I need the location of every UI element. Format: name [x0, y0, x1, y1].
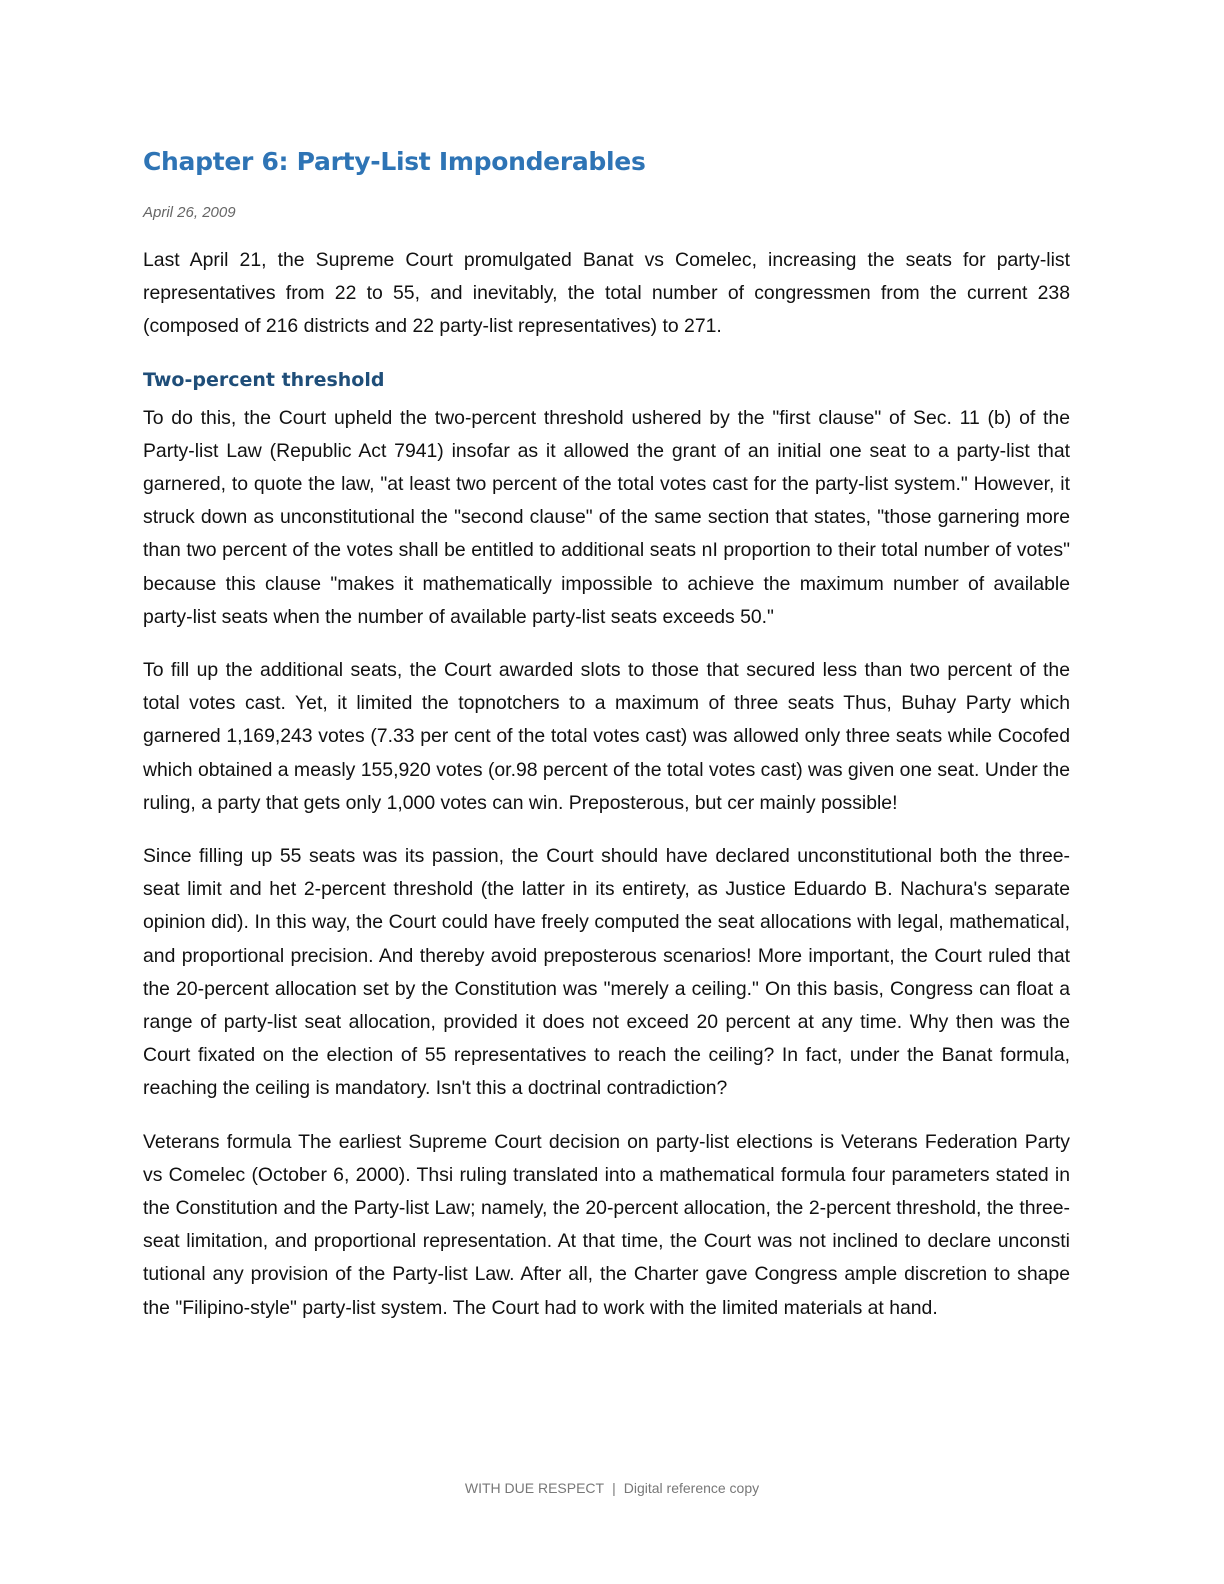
- body-paragraph-4: Veterans formula The earliest Supreme Court decision on party-list elections is Veterans Federation Party vs Comelec (October 6, 2000). Thsi ruling translated into a mathematical formula four parameters stated in the Constitution and the Party-list Law; namely, the 20-percent allocation, the 2-percent threshold, the three-seat limitation, and proportional representation. At that time, the Court was not inclined to declare unconsti tutional any provision of the Party-list Law. After all, the Charter gave Congress ample discretion to shape the "Filipino-style" party-list system. The Court had to work with the limited materials at hand.: [143, 1130, 1070, 1319]
- intro-paragraph: Last April 21, the Supreme Court promulgated Banat vs Comelec, increasing the seats for party-list representatives from 22 to 55, and inevitably, the total number of congressmen from the current 238 (composed of 216 districts and 22 party-list representatives) to 271.: [143, 249, 1070, 338]
- footer-copy-note: Digital reference copy: [623, 1480, 760, 1496]
- body-paragraph-1: To do this, the Court upheld the two-percent threshold ushered by the "first clause" of Sec. 11 (b) of the Party-list Law (Republic Act 7941) insofar as it allowed the grant of an initial one seat to a party-list that garnered, to quote the law, "at least two percent of the total votes cast for the party-list system." However, it struck down as unconstitutional the "second clause" of the same section that states, "those garnering more than two percent of the votes shall be entitled to additional seats nI proportion to their total number of votes" because this clause "makes it mathematically impossible to achieve the maximum number of available party-list seats when the number of available party-list seats exceeds 50.": [143, 406, 1070, 628]
- body-paragraph-2: To fill up the additional seats, the Court awarded slots to those that secured less than two percent of the total votes cast. Yet, it limited the topnotchers to a maximum of three seats Thus, Buhay Party which garnered 1,169,243 votes (7.33 per cent of the total votes cast) was allowed only three seats while Cocofed which obtained a measly 155,920 votes (or.98 percent of the total votes cast) was given one seat. Under the ruling, a party that gets only 1,000 votes can win. Preposterous, but cer mainly possible!: [143, 659, 1070, 814]
- chapter-title: Chapter 6: Party-List Imponderables: [143, 147, 646, 176]
- footer-separator: |: [612, 1480, 616, 1496]
- body-paragraph-3: Since filling up 55 seats was its passion, the Court should have declared unconstitutional both the three-seat limit and het 2-percent threshold (the latter in its entirety, as Justice Eduardo B. Nachura's separate opinion did). In this way, the Court could have freely computed the seat allocations with legal, mathematical, and proportional precision. And thereby avoid preposterous scenarios! More important, the Court ruled that the 20-percent allocation set by the Constitution was "merely a ceiling." On this basis, Congress can float a range of party-list seat allocation, provided it does not exceed 20 percent at any time. Why then was the Court fixated on the election of 55 representatives to reach the ceiling? In fact, under the Banat formula, reaching the ceiling is mandatory. Isn't this a doctrinal contradiction?: [143, 845, 1070, 1100]
- footer-publication: WITH DUE RESPECT: [464, 1480, 605, 1496]
- section-heading: Two-percent threshold: [143, 368, 385, 391]
- publication-date: April 26, 2009: [143, 204, 236, 221]
- document-body: [143, 140, 1070, 1325]
- page-footer: [0, 1478, 1224, 1498]
